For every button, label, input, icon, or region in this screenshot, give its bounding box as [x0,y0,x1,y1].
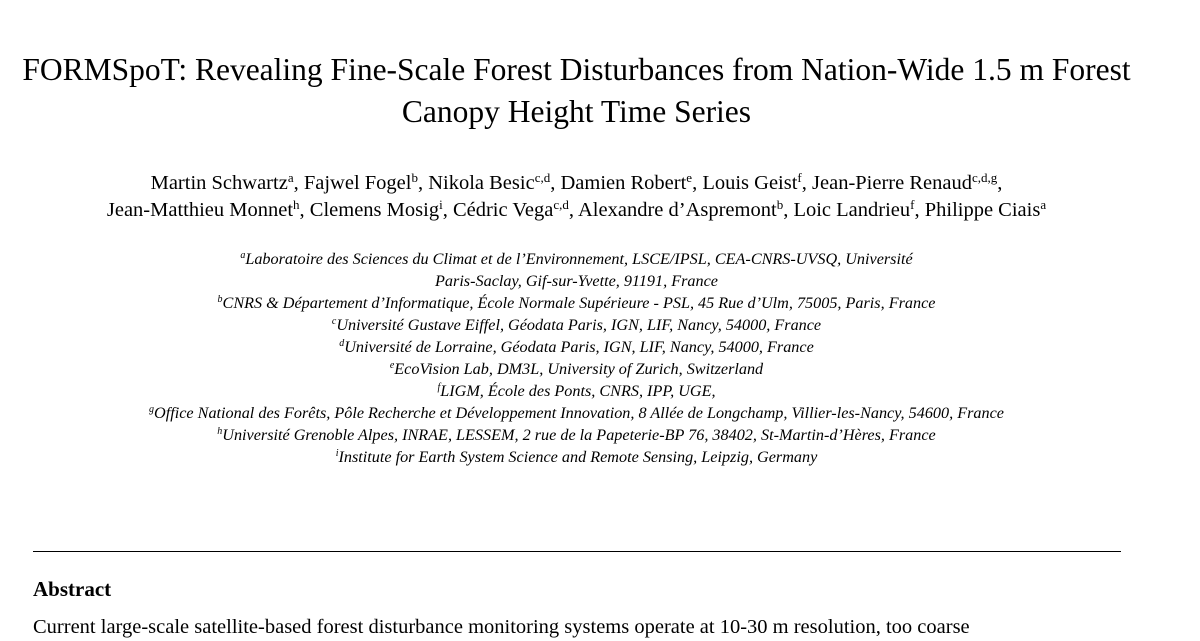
author: Damien Robert$^e$ [560,170,693,194]
affiliation-mark: e [686,170,693,185]
affiliation-mark: f [910,197,915,212]
affiliation-mark: f [437,382,441,393]
section-divider [33,551,1121,552]
affiliation: $^c$Université Gustave Eiffel, Géodata Paris, IGN, LIF, Nancy, 54000, France [331,316,822,334]
affiliation-mark: a [240,250,246,261]
affiliation: $^a$Laboratoire des Sciences du Climat et de l’Environnement, LSCE/IPSL, CEA-CNRS-UVSQ, Université Paris-Saclay, Gif-sur-Yvette, 91191, France [240,250,913,290]
affiliation: $^g$Office National des Forêts, Pôle Recherche et Développement Innovation, 8 Allée de Longchamp, Villier-les-Nancy, 54600, France [149,404,1004,422]
affiliation-mark: b [217,294,223,305]
author: Fajwel Fogel$^b$ [303,170,418,194]
affiliation-mark: f [797,170,802,185]
affiliation-mark: c,d [553,197,569,212]
author: Philippe Ciais$^a$ [924,197,1047,221]
affiliation-mark: c [331,316,337,327]
affiliation: $^e$EcoVision Lab, DM3L, University of Zurich, Switzerland [389,360,764,378]
affiliation-mark: c,d [534,170,551,185]
affiliation-mark: i [335,448,339,459]
affiliation-mark: b [411,170,418,185]
affiliation-mark: e [389,360,395,371]
affiliation-mark: b [776,197,784,212]
author-list: Martin Schwartz$^a$, Fajwel Fogel$^b$, Nikola Besic$^{c,d}$, Damien Robert$^e$, Louis Geist$^f$, Jean-Pierre Renaud$^{c,d,g}$, Jean-Matthieu Monnet$^h$, Clemens Mosig$^i$, Cédric Vega$^{c,d}$, Alexandre d’Aspremont$^b$, Loic Landrieu$^f$, Philippe Ciais$^a$ [106,170,1047,221]
affiliation: $^i$Institute for Earth System Science and Remote Sensing, Leipzig, Germany [335,448,818,466]
author: Louis Geist$^f$ [702,170,802,194]
affiliation-mark: h [217,426,223,437]
affiliation-mark: a [287,170,294,185]
affiliation-list [0,248,1153,468]
affiliation-mark: g [149,404,155,415]
author: Cédric Vega$^{c,d}$ [452,197,569,221]
affiliation-mark: i [439,197,443,212]
author: Martin Schwartz$^a$ [150,170,294,194]
author: Jean-Pierre Renaud$^{c,d,g}$ [812,170,998,194]
author: Jean-Matthieu Monnet$^h$ [106,197,300,221]
affiliation: $^b$CNRS & Département d’Informatique, École Normale Supérieure - PSL, 45 Rue d’Ulm, 75005, Paris, France [217,294,936,312]
affiliation-mark: d [339,338,345,349]
paper-title: FORMSpoT: Revealing Fine-Scale Forest Disturbances from Nation-Wide 1.5 m Forest Canopy Height Time Series [22,52,1131,129]
author: Loic Landrieu$^f$ [793,197,915,221]
affiliation-mark: c,d,g [971,170,998,185]
abstract-text: Current large-scale satellite-based forest disturbance monitoring systems operate at 10-30 m resolution, too coarse [33,616,970,638]
abstract-heading: Abstract [33,577,112,601]
affiliation: $^h$Université Grenoble Alpes, INRAE, LESSEM, 2 rue de la Papeterie-BP 76, 38402, St-Martin-d’Hères, France [217,426,936,444]
affiliation-mark: h [293,197,300,212]
affiliation-mark: a [1040,197,1047,212]
author: Alexandre d’Aspremont$^b$ [578,197,784,221]
author: Clemens Mosig$^i$ [309,197,443,221]
author: Nikola Besic$^{c,d}$ [428,170,551,194]
affiliation: $^f$LIGM, École des Ponts, CNRS, IPP, UGE, [437,382,716,400]
affiliation: $^d$Université de Lorraine, Géodata Paris, IGN, LIF, Nancy, 54000, France [339,338,814,356]
